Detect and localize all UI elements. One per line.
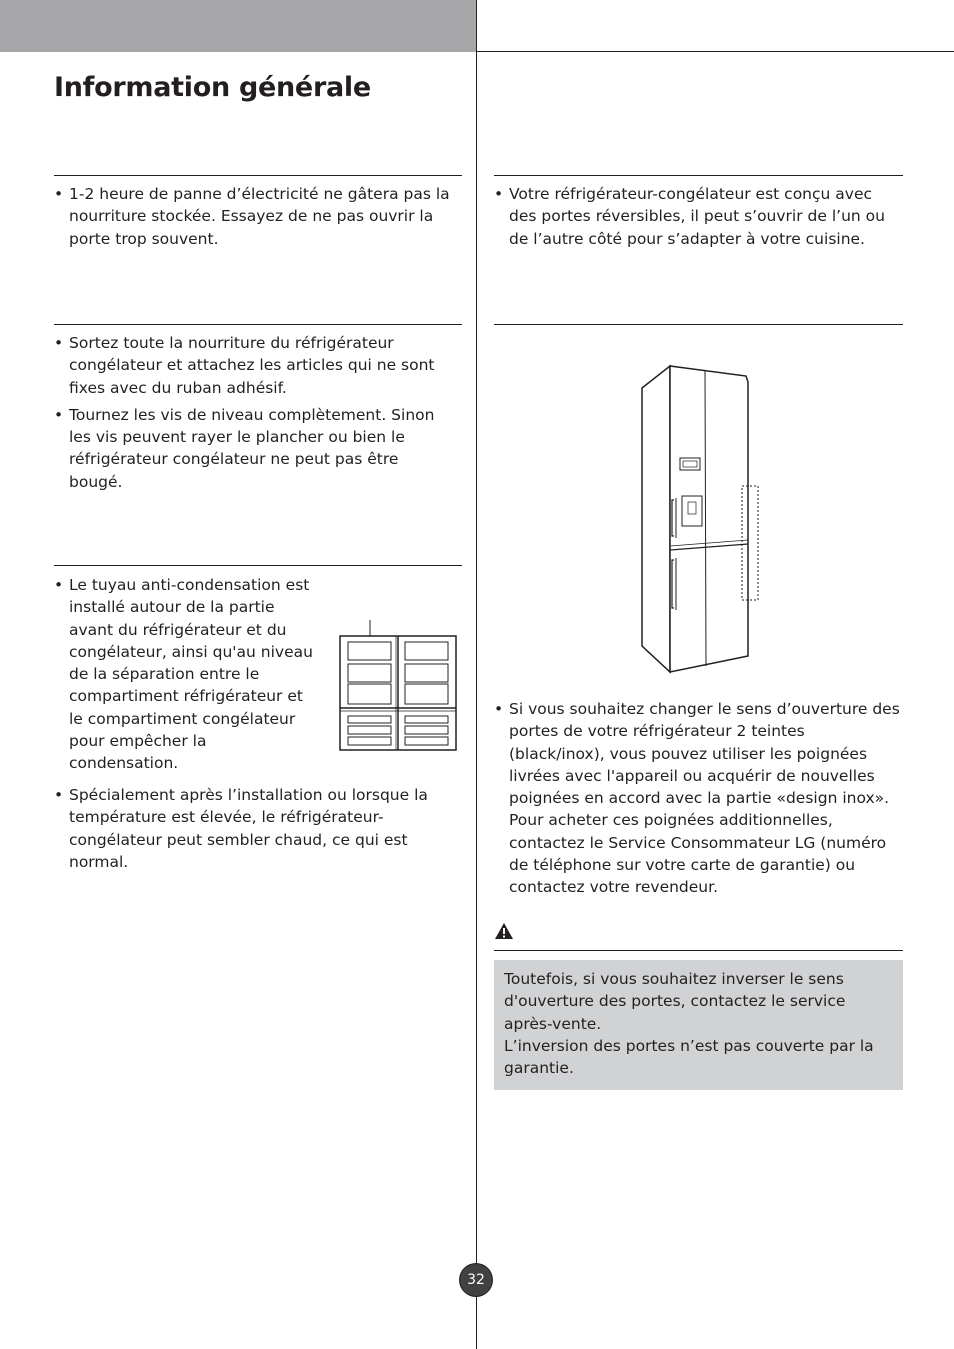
section-rule-moving [54,324,462,325]
warning-triangle-icon [494,922,514,940]
list-item: • Votre réfrigérateur-congélateur est conçu avec des portes réversibles, il peut s’ouvrir de l’un ou de l’autre côté pour s’adapter à votre cuisine. [494,183,894,250]
moving-list [54,332,449,498]
section-rule-power [54,175,462,176]
list-item: • Le tuyau anti-condensation est installé autour de la partie avant du réfrigérateur et du congélateur, ainsi qu'au niveau de la séparation entre le compartiment réfrigérateur et le compartiment congélateur pour empêcher la condensation. [54,574,320,775]
header-bar [0,0,477,52]
section-rule-reversible [494,175,903,176]
column-divider [476,0,477,1349]
page-title: Information générale [54,72,371,103]
anti-condensation-list-continued [54,784,449,878]
list-item: • Tournez les vis de niveau complètement. Sinon les vis peuvent rayer le plancher ou bien le réfrigérateur congélateur ne peut pas être bougé. [54,404,449,493]
section-rule-handles [494,324,903,325]
section-rule-warning [494,950,903,951]
list-item: • Sortez toute la nourriture du réfrigérateur congélateur et attachez les articles qui ne sont fixes avec du ruban adhésif. [54,332,449,399]
anti-condensation-list [54,574,320,785]
list-item: • 1-2 heure de panne d’électricité ne gâtera pas la nourriture stockée. Essayez de ne pas ouvrir la porte trop souvent. [54,183,462,250]
handles-list [494,698,904,904]
page-number: 32 [460,1264,492,1296]
list-item: • Spécialement après l’installation ou lorsque la température est élevée, le réfrigérateur-congélateur peut sembler chaud, ce qui est normal. [54,784,449,873]
reversible-doors-list [494,183,894,255]
power-outage-list [54,183,462,255]
header-rule [477,51,954,52]
warning-text: Toutefois, si vous souhaitez inverser le sens d'ouverture des portes, contactez le service après-vente. [504,970,846,1033]
section-rule-anti-condensation [54,565,462,566]
warning-text: L’inversion des portes n’est pas couverte par la garantie. [504,1036,874,1078]
anti-condensation-diagram [336,620,460,754]
fridge-illustration [636,360,762,678]
warning-callout [494,960,903,1090]
list-item: • Si vous souhaitez changer le sens d’ouverture des portes de votre réfrigérateur 2 teintes (black/inox), vous pouvez utiliser les poignées livrées avec l'appareil ou acquérir de nouvelles poignées en accord avec la partie «design inox». Pour acheter ces poignées additionnelles, contactez le Service Consommateur LG (numéro de téléphone sur votre carte de garantie) ou contactez votre revendeur. [494,698,904,899]
